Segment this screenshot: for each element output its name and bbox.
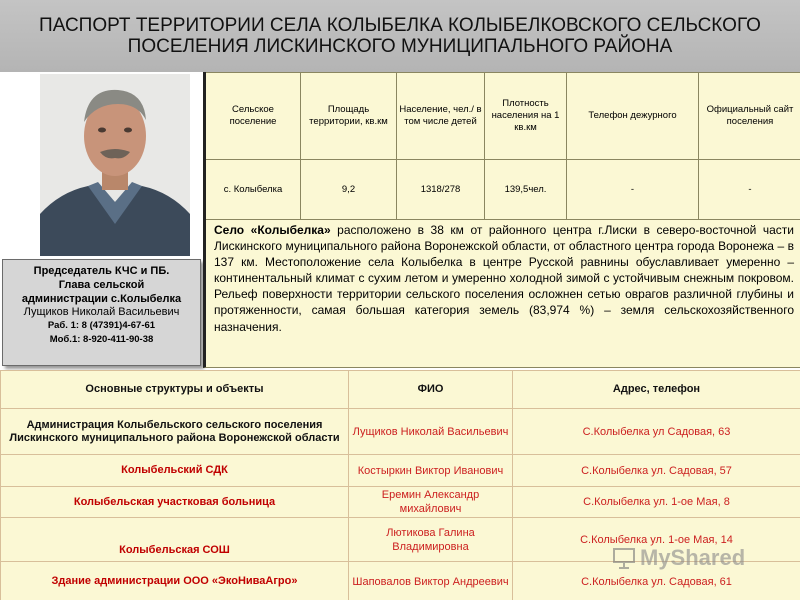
- description-bold: Село «Колыбелка»: [214, 223, 331, 237]
- title-line-2: ПОСЕЛЕНИЯ ЛИСКИНСКОГО МУНИЦИПАЛЬНОГО РАЙОНА: [127, 36, 673, 57]
- table-row: [1, 455, 800, 487]
- object-address: С.Колыбелка ул. 1-ое Мая, 8: [513, 487, 800, 518]
- object-name: Здание администрации ООО «ЭкоНиваАгро»: [1, 562, 349, 600]
- page-title: [0, 0, 800, 72]
- objects-header: Основные структуры и объекты: [1, 371, 349, 409]
- object-fio: Шаповалов Виктор Андреевич: [349, 562, 513, 600]
- summary-table: [203, 72, 800, 220]
- summary-header: Сельское поселение: [205, 73, 301, 160]
- summary-cell: -: [699, 160, 800, 220]
- object-address: С.Колыбелка ул. 1-ое Мая, 14: [513, 518, 800, 562]
- objects-table: [0, 370, 800, 600]
- objects-header: ФИО: [349, 371, 513, 409]
- object-address: С.Колыбелка ул. Садовая, 57: [513, 455, 800, 487]
- summary-header: Телефон дежурного: [567, 73, 699, 160]
- watermark-text: MyShared: [640, 545, 746, 570]
- official-role-1: Председатель КЧС и ПБ.: [33, 265, 170, 277]
- village-description: [203, 220, 800, 368]
- summary-cell: -: [567, 160, 699, 220]
- summary-cell: 9,2: [301, 160, 397, 220]
- table-row: [1, 487, 800, 518]
- objects-header: Адрес, телефон: [513, 371, 800, 409]
- object-fio: Костыркин Виктор Иванович: [349, 455, 513, 487]
- official-phone-work: Раб. 1: 8 (47391)4-67-61: [47, 320, 156, 331]
- summary-header: Плотность населения на 1 кв.км: [485, 73, 567, 160]
- object-fio: Лютикова Галина Владимировна: [349, 518, 513, 562]
- official-name: Лущиков Николай Васильевич: [23, 306, 180, 318]
- official-caption: [2, 259, 201, 366]
- summary-header: Население, чел./ в том числе детей: [397, 73, 485, 160]
- object-name: Колыбельская СОШ: [1, 518, 349, 562]
- summary-cell: с. Колыбелка: [205, 160, 301, 220]
- title-line-1: ПАСПОРТ ТЕРРИТОРИИ СЕЛА КОЛЫБЕЛКА КОЛЫБЕЛКОВСКОГО СЕЛЬСКОГО: [39, 15, 761, 36]
- summary-cell: 1318/278: [397, 160, 485, 220]
- table-row: [1, 562, 800, 600]
- summary-header: Официальный сайт поселения: [699, 73, 800, 160]
- official-phone-mobile: Моб.1: 8-920-411-90-38: [49, 334, 154, 345]
- description-text: расположено в 38 км от районного центра г.Лиски в северо-восточной части Лискинского муниципального района Воронежской области, от областного центра города Воронежа – в 137 км. Местоположение села Колыбелка в центре Русской равнины обуславливает умеренно – континентальный климат с сухим летом и умеренно холодной зимой с устойчивым снежным покровом. Рельеф поверхности территории сельского поселения осложнен сетью оврагов различной глубины и протяженности, самая большая категория земель (83,974 %) – земля сельскохозяйственного назначения.: [214, 223, 794, 334]
- official-role-3: администрации с.Колыбелка: [21, 293, 182, 305]
- official-panel: [0, 72, 203, 370]
- table-row: [1, 409, 800, 455]
- object-name: Колыбельский СДК: [1, 455, 349, 487]
- object-name: Администрация Колыбельского сельского поселения Лискинского муниципального района Воронежской области: [1, 409, 349, 455]
- summary-header: Площадь территории, кв.км: [301, 73, 397, 160]
- official-role-2: Глава сельской: [58, 279, 145, 291]
- object-name: Колыбельская участковая больница: [1, 487, 349, 518]
- object-fio: Лущиков Николай Васильевич: [349, 409, 513, 455]
- object-address: С.Колыбелка ул. Садовая, 61: [513, 562, 800, 600]
- object-address: С.Колыбелка ул Садовая, 63: [513, 409, 800, 455]
- table-row: [1, 518, 800, 562]
- object-fio: Еремин Александр михайлович: [349, 487, 513, 518]
- summary-cell: 139,5чел.: [485, 160, 567, 220]
- official-photo: [40, 74, 190, 256]
